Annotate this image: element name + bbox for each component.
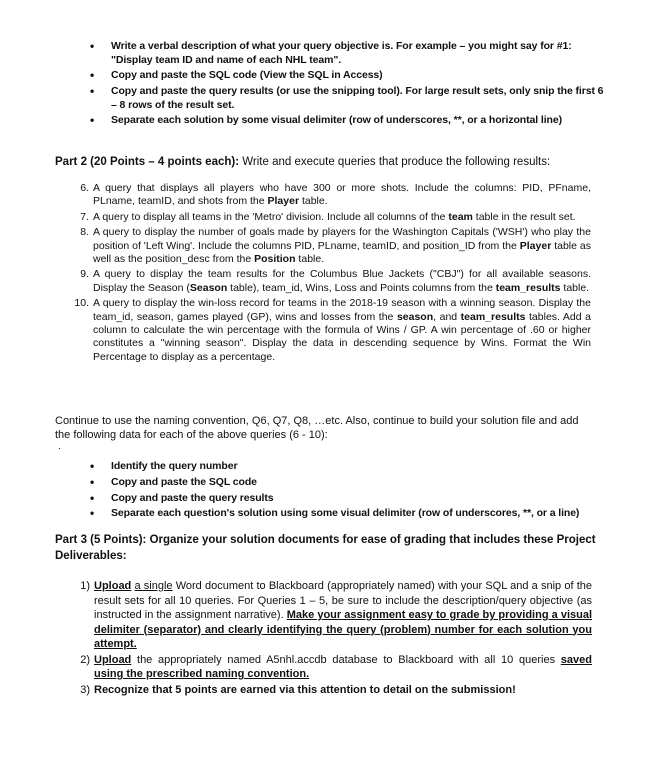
list-item: • Copy and paste the SQL code	[87, 476, 607, 490]
text-segment: A query to display the win-loss record for teams in the 2018-19 season with a winning season. Display the team_id, season, games played (GP), wins and losses from the	[93, 297, 591, 323]
list-item: • Copy and paste the query results (or use the snipping tool). For large result sets, only snip the first 6 – 8 rows of the result set.	[87, 85, 607, 112]
list-item	[74, 579, 592, 652]
text-segment: team_results	[460, 310, 526, 323]
text-segment: tables. Add a column to calculate the win percentage with the formula of Wins / GP. A win percentage of .60 or higher constitutes a "winning season". Display the data in descending sequence by Wins. Format the Win Percentage to display as a percentage.	[93, 310, 591, 363]
text-segment: team_results	[495, 281, 561, 294]
text-segment: table), team_id, Wins, Loss and Points columns from the	[227, 281, 496, 294]
item-number: 7.	[80, 210, 89, 223]
item-number: 9.	[80, 268, 89, 281]
text-segment: table in the result set.	[472, 210, 576, 223]
text-segment: A query to display the number of goals made by players for the Washington Capitals ('WSH') who play the position of 'Left Wing'. Include the columns PID, PLname, teamID, and position_ID from the	[93, 226, 591, 252]
text-segment: Word document to Blackboard (appropriately named) with your SQL and a snip of the result sets for all 10 queries. For Queries 1 – 5, be sure to include the description/query objective (as instructed in the assignment narrative).	[94, 580, 592, 621]
list-item	[73, 211, 591, 224]
list-item: • Copy and paste the SQL code (View the SQL in Access)	[87, 69, 607, 83]
list-item: • Identify the query number	[87, 460, 607, 474]
list-item	[73, 182, 591, 209]
list-item: • Copy and paste the query results	[87, 492, 607, 506]
text-segment: saved using the prescribed naming convention.	[94, 653, 592, 680]
text-segment: Player	[267, 195, 300, 208]
deliverables-list	[74, 579, 592, 698]
text-segment: table.	[560, 281, 590, 294]
item-number: 2)	[80, 653, 90, 666]
solution-data-list	[87, 460, 607, 523]
list-item: • Separate each question's solution using some visual delimiter (row of underscores, **, or a line)	[87, 507, 607, 521]
list-item: • Write a verbal description of what your query objective is. For example – you might say for #1: "Display team ID and name of each NHL team".	[87, 40, 607, 67]
item-number: 6.	[80, 182, 89, 194]
text-segment: table.	[299, 195, 328, 208]
part2-heading-bold: Part 2 (20 Points – 4 points each):	[55, 156, 240, 168]
text-segment: a single	[134, 580, 173, 592]
text-segment: Recognize that 5 points are earned via this attention to detail on the submission!	[94, 683, 516, 696]
text-segment: Upload	[94, 653, 132, 666]
part3-heading: Part 3 (5 Points): Organize your solution documents for ease of grading that includes these Project Deliverables:	[55, 534, 596, 562]
text-segment: the appropriately named A5nhl.accdb database to Blackboard with all 10 queries	[131, 653, 561, 666]
text-segment: Position	[254, 253, 296, 266]
part2-heading	[55, 154, 615, 170]
text-segment: table as well as the position_desc from the	[93, 239, 591, 266]
list-item	[74, 683, 592, 698]
text-segment: team	[448, 210, 473, 223]
text-segment: Upload	[94, 580, 132, 592]
text-segment: , and	[433, 310, 461, 323]
query-list	[73, 182, 591, 366]
text-segment: Make your assignment easy to grade by providing a visual delimiter (separator) and clearly identifying the query (problem) number for each solution you attempt.	[94, 609, 593, 650]
list-item: • Separate each solution by some visual delimiter (row of underscores, **, or a horizontal line)	[87, 114, 607, 128]
text-segment: Season	[189, 281, 228, 294]
text-segment: A query to display the team results for the Columbus Blue Jackets ("CBJ") for all available seasons. Display the Season (	[93, 268, 591, 294]
item-number: 10.	[74, 297, 89, 310]
submission-instructions-list	[87, 40, 607, 130]
list-item	[73, 226, 591, 266]
stray-dot: .	[58, 441, 61, 452]
list-item	[73, 297, 591, 364]
item-number: 1)	[80, 580, 90, 592]
list-item	[73, 268, 591, 295]
continue-paragraph: Continue to use the naming convention, Q6, Q7, Q8, …etc. Also, continue to build your solution file and add the following data for each of the above queries (6 - 10):	[55, 415, 579, 441]
item-number: 8.	[80, 226, 89, 239]
text-segment: A query that displays all players who have 300 or more shots. Include the columns: PID, PFname, PLname, teamID, and shots from the	[93, 182, 591, 208]
text-segment: A query to display all teams in the 'Metro' division. Include all columns of the	[93, 210, 449, 223]
text-segment: season	[396, 310, 434, 323]
item-number: 3)	[80, 683, 90, 696]
text-segment: Player	[519, 239, 552, 252]
text-segment: table.	[295, 253, 325, 266]
part2-heading-rest: Write and execute queries that produce the following results:	[239, 156, 551, 168]
list-item	[74, 653, 592, 682]
